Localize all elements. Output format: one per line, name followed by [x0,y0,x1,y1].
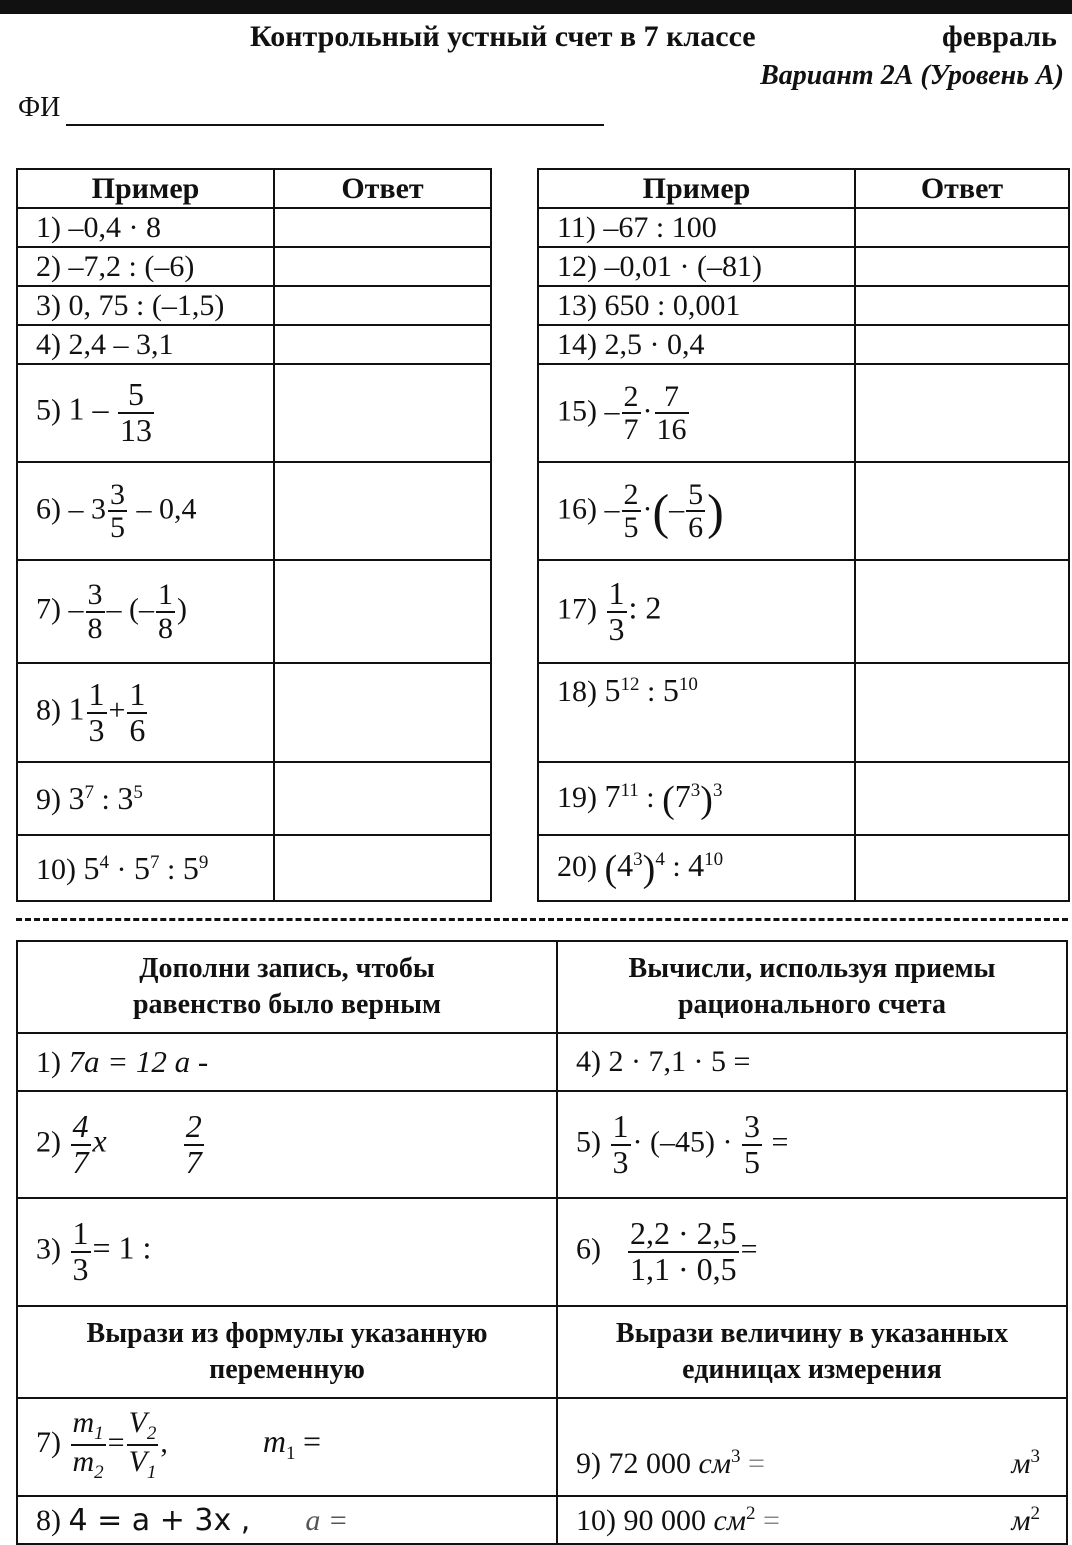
answer-cell-4[interactable] [274,325,491,364]
fraction: $\frac{4}{7}$ [72,1107,89,1180]
top-black-bar [0,0,1072,14]
task-3[interactable]: 3) $\frac{1}{3}$ = 1 : [17,1198,557,1306]
task-10[interactable]: 10) 90 000 $см^2$ = $м^2$ [557,1496,1067,1544]
fraction: $\frac{1}{3}$ [72,1215,89,1287]
answer-cell-3[interactable] [274,286,491,325]
answer-cell-5[interactable] [274,364,491,462]
example-10: 10) $5^4 \cdot 5^7$ : $5^9$ [17,835,274,901]
fraction: $\frac{5}{6}$ [688,477,704,544]
fraction: $\frac{2}{5}$ [623,477,639,544]
example-4: 4) 2,4 – 3,1 [17,325,274,364]
fraction: $\frac{m_1}{m_2}$ [72,1406,104,1483]
fraction: $\frac{7}{16}$ [656,379,687,446]
worksheet-title: Контрольный устный счет в 7 классе [250,20,756,53]
example-5: 5) 1 – $\frac{5}{13}$ [17,364,274,462]
answer-cell-15[interactable] [855,364,1069,462]
variant-label: Вариант 2А (Уровень А) [760,60,1064,91]
name-field-line[interactable] [66,124,604,126]
example-12: 12) –0,01 · (–81) [538,247,855,286]
answer-cell-16[interactable] [855,462,1069,560]
example-11: 11) –67 : 100 [538,208,855,247]
answer-cell-17[interactable] [855,560,1069,663]
fraction: $\frac{2,2 \cdot 2,5}{1,1 \cdot 0,5}$ [630,1215,737,1287]
task-5[interactable]: 5) $\frac{1}{3}$ · (–45) · $\frac{3}{5}$ = [557,1091,1067,1198]
fraction: $\frac{3}{5}$ [743,1107,760,1180]
fraction: $\frac{3}{5}$ [110,477,125,544]
fraction: $\frac{1}{3}$ [612,1107,629,1180]
section-header-rational: Вычисли, используя приемы рационального счета [557,941,1067,1033]
example-1: 1) –0,4 · 8 [17,208,274,247]
examples-table-right [537,168,1070,902]
fraction: $\frac{1}{8}$ [158,578,173,645]
examples-table-left [16,168,492,902]
fraction: $\frac{1}{3}$ [608,574,625,647]
example-6: 6) – 3 $\frac{3}{5}$ – 0,4 [17,462,274,560]
answer-cell-10[interactable] [274,835,491,901]
answer-cell-9[interactable] [274,762,491,835]
answer-cell-13[interactable] [855,286,1069,325]
task-1[interactable]: 1) 7a = 12 a - [17,1033,557,1091]
fraction: $\frac{V_2}{V_1}$ [128,1406,157,1483]
answer-cell-14[interactable] [855,325,1069,364]
header-answer: Ответ [855,169,1069,208]
task-8[interactable]: 8) 4 = a + 3x , a = [17,1496,557,1544]
tasks-table [16,940,1068,1545]
task-7[interactable]: 7) $\frac{m_1}{m_2}$ = $\frac{V_2}{V_1}$ , $m_1$ = [17,1398,557,1496]
section-header-complete: Дополни запись, чтобы равенство было верным [17,941,557,1033]
example-17: 17) $\frac{1}{3}$ : 2 [538,560,855,663]
answer-cell-11[interactable] [855,208,1069,247]
section-header-formula: Вырази из формулы указанную переменную [17,1306,557,1398]
header-example: Пример [538,169,855,208]
answer-cell-12[interactable] [855,247,1069,286]
example-14: 14) 2,5 · 0,4 [538,325,855,364]
example-7: 7) – $\frac{3}{8}$ – (– $\frac{1}{8}$ ) [17,560,274,663]
example-15: 15) – $\frac{2}{7}$ · $\frac{7}{16}$ [538,364,855,462]
fraction: $\frac{1}{6}$ [129,675,146,748]
task-9[interactable]: 9) 72 000 $см^3$ = $м^3$ [557,1398,1067,1496]
task-4[interactable]: 4) 2 · 7,1 · 5 = [557,1033,1067,1091]
example-16: 16) – $\frac{2}{5}$ ·(– $\frac{5}{6}$ ) [538,462,855,560]
example-3: 3) 0, 75 : (–1,5) [17,286,274,325]
answer-cell-19[interactable] [855,762,1069,835]
answer-cell-20[interactable] [855,835,1069,901]
header-example: Пример [17,169,274,208]
fraction: $\frac{3}{8}$ [87,578,103,645]
example-20: 20) $(4^3)^4$ : $4^{10}$ [538,835,855,901]
dashed-divider [16,918,1068,921]
example-19: 19) $7^{11}$ : $(7^3)^3$ [538,762,855,835]
answer-cell-6[interactable] [274,462,491,560]
fraction: $\frac{1}{3}$ [88,675,105,748]
section-header-units: Вырази величину в указанных единицах измерения [557,1306,1067,1398]
answer-cell-2[interactable] [274,247,491,286]
fraction: $\frac{5}{13}$ [120,376,152,448]
answer-cell-1[interactable] [274,208,491,247]
answer-cell-8[interactable] [274,663,491,762]
month-label: февраль [942,20,1057,53]
answer-cell-7[interactable] [274,560,491,663]
task-6[interactable]: 6) $\frac{2,2 \cdot 2,5}{1,1 \cdot 0,5}$ = [557,1198,1067,1306]
answer-cell-18[interactable] [855,663,1069,762]
example-13: 13) 650 : 0,001 [538,286,855,325]
task-2[interactable]: 2) $\frac{4}{7}$ x $\frac{2}{7}$ [17,1091,557,1198]
fraction: $\frac{2}{7}$ [623,379,639,446]
name-label: ФИ [18,92,61,123]
fraction: $\frac{2}{7}$ [185,1107,202,1180]
example-18: 18) $5^{12}$ : $5^{10}$ [538,663,855,762]
example-2: 2) –7,2 : (–6) [17,247,274,286]
example-8: 8) 1 $\frac{1}{3}$ + $\frac{1}{6}$ [17,663,274,762]
example-9: 9) $3^7$ : $3^5$ [17,762,274,835]
header-answer: Ответ [274,169,491,208]
